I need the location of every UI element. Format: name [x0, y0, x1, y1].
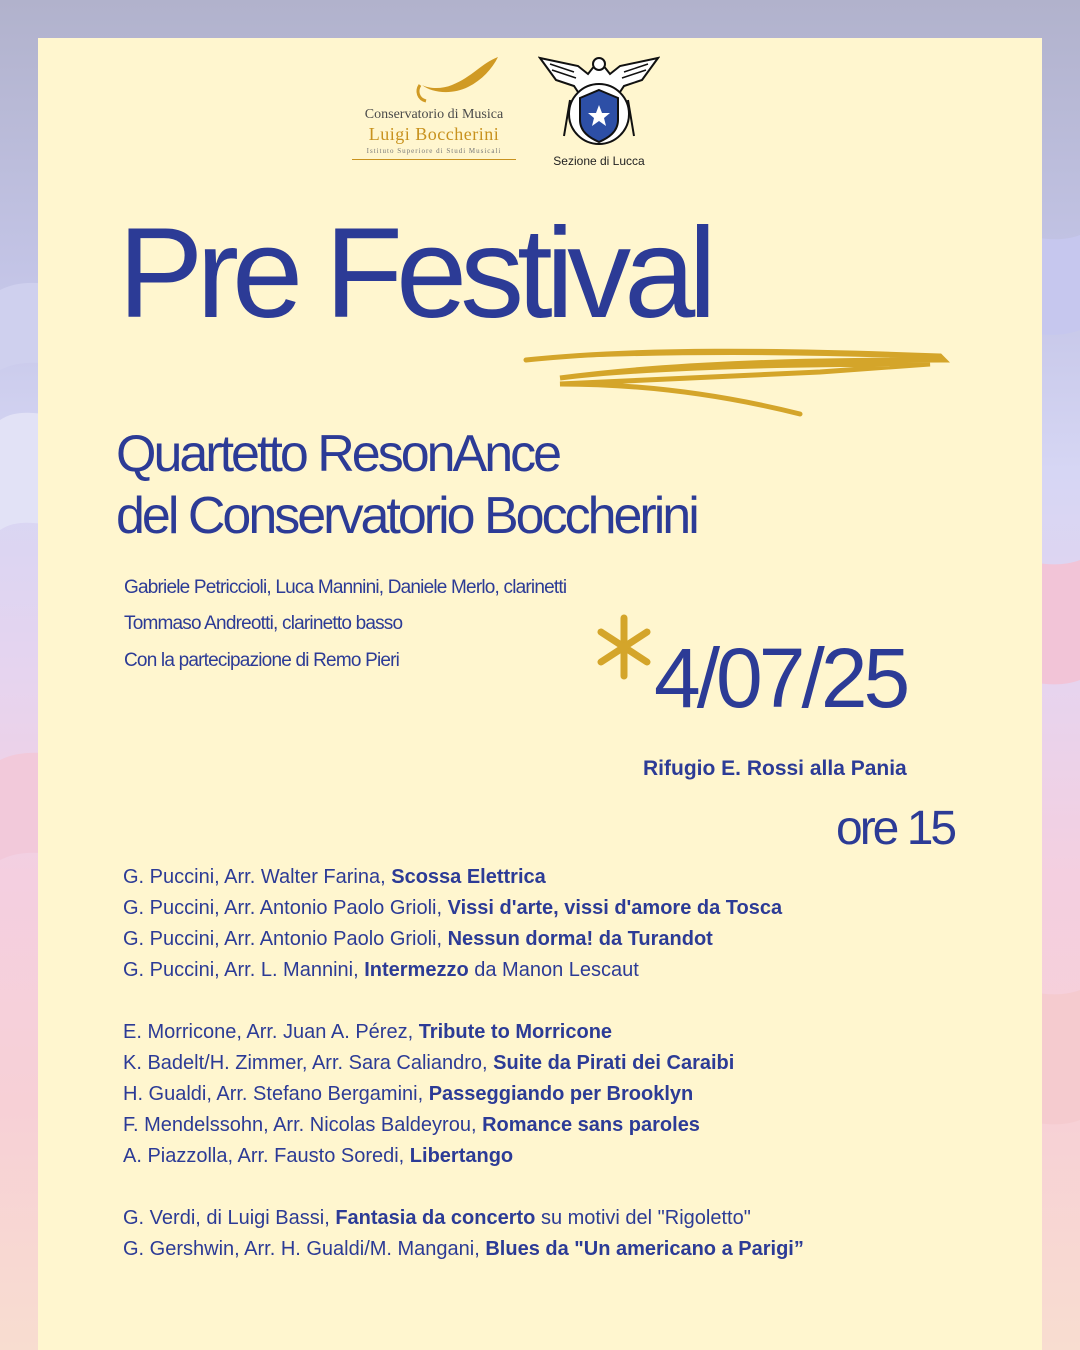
program-item: G. Gershwin, Arr. H. Gualdi/M. Mangani, Blues da "Un americano a Parigi”: [123, 1238, 804, 1260]
program-item: G. Verdi, di Luigi Bassi, Fantasia da concerto su motivi del "Rigoletto": [123, 1207, 751, 1229]
program-item: F. Mendelssohn, Arr. Nicolas Baldeyrou, Romance sans paroles: [123, 1114, 700, 1136]
page-title: Pre Festival: [118, 202, 710, 345]
conservatorio-line3: Istituto Superiore di Studi Musicali: [366, 147, 502, 155]
event-venue: Rifugio E. Rossi alla Pania: [643, 757, 907, 780]
program-item: K. Badelt/H. Zimmer, Arr. Sara Caliandro, Suite da Pirati dei Caraibi: [123, 1052, 735, 1074]
event-date: 4/07/25: [654, 631, 907, 725]
program-item: G. Puccini, Arr. L. Mannini, Intermezzo da Manon Lescaut: [123, 959, 639, 981]
asterisk-icon: [596, 612, 652, 682]
program-item: G. Puccini, Arr. Walter Farina, Scossa Elettrica: [123, 866, 546, 888]
performer-line: Tommaso Andreotti, clarinetto basso: [124, 613, 403, 634]
cai-section-label: Sezione di Lucca: [553, 154, 645, 168]
gold-brush-underline: [520, 338, 950, 423]
program-spacer: [123, 1172, 1003, 1203]
cai-logo: [538, 50, 660, 172]
conservatorio-line2: Luigi Boccherini: [368, 124, 500, 144]
conservatorio-logo: [348, 55, 520, 165]
conservatorio-rule: [352, 159, 516, 160]
program-item: H. Gualdi, Arr. Stefano Bergamini, Passeggiando per Brooklyn: [123, 1083, 694, 1105]
program-list: [123, 862, 1003, 1265]
event-time: ore 15: [836, 802, 955, 855]
ensemble-line2: del Conservatorio Boccherini: [116, 487, 697, 545]
conservatorio-line1: Conservatorio di Musica: [364, 107, 504, 122]
program-item: E. Morricone, Arr. Juan A. Pérez, Tribute to Morricone: [123, 1021, 613, 1043]
performer-line: Con la partecipazione di Remo Pieri: [124, 650, 400, 671]
program-item: A. Piazzolla, Arr. Fausto Soredi, Libertango: [123, 1145, 514, 1167]
program-spacer: [123, 986, 1003, 1017]
program-item: G. Puccini, Arr. Antonio Paolo Grioli, Nessun dorma! da Turandot: [123, 928, 713, 950]
conservatorio-feather-mark: [412, 55, 502, 105]
ensemble-line1: Quartetto ResonAnce: [116, 425, 560, 483]
program-item: G. Puccini, Arr. Antonio Paolo Grioli, Vissi d'arte, vissi d'amore da Tosca: [123, 897, 783, 919]
cai-eagle-emblem: [538, 50, 660, 150]
performer-line: Gabriele Petriccioli, Luca Mannini, Daniele Merlo, clarinetti: [124, 577, 567, 598]
